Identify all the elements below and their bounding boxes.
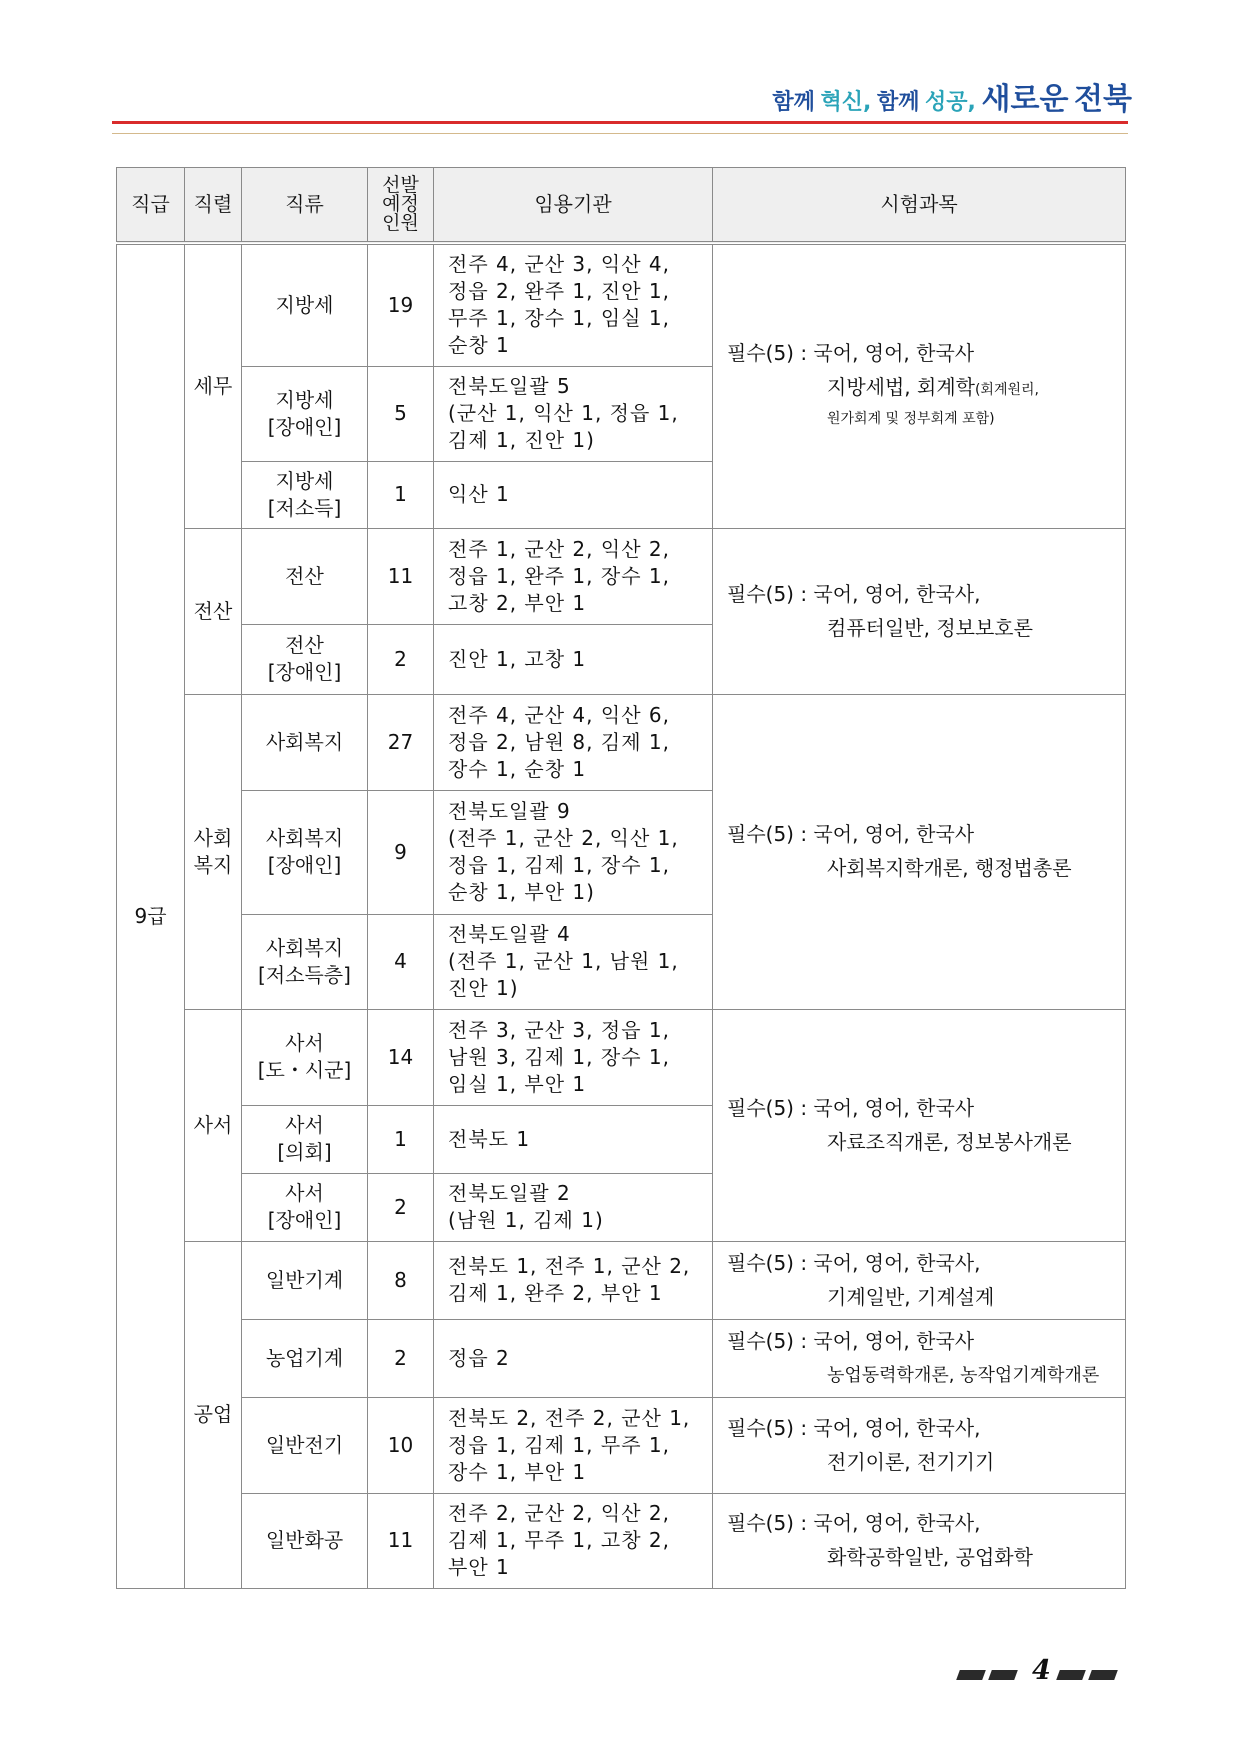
subjects-line-1: 필수(5) : 국어, 영어, 한국사, bbox=[727, 1511, 981, 1535]
agency-cell: 전북도 2, 전주 2, 군산 1, 정읍 1, 김제 1, 무주 1, 장수 1, 부안 1 bbox=[434, 1397, 713, 1493]
slogan-part-6: 전북 bbox=[1074, 82, 1132, 117]
table-row bbox=[117, 694, 1126, 790]
category-cell: 전산 bbox=[242, 528, 368, 624]
table-row bbox=[117, 1319, 1126, 1397]
agency-cell: 전북도일괄 5 (군산 1, 익산 1, 정읍 1, 김제 1, 진안 1) bbox=[434, 366, 713, 461]
page-deco-bar bbox=[956, 1670, 986, 1680]
agency-cell: 정읍 2 bbox=[434, 1319, 713, 1397]
category-cell: 일반화공 bbox=[242, 1493, 368, 1588]
quota-cell: 2 bbox=[368, 624, 434, 694]
slogan-part-4: 성공, bbox=[925, 90, 976, 115]
agency-cell: 전북도일괄 9 (전주 1, 군산 2, 익산 1, 정읍 1, 김제 1, 장수 1, 순창 1, 부안 1) bbox=[434, 790, 713, 914]
subjects-line-2: 자료조직개론, 정보봉사개론 bbox=[827, 1129, 1072, 1154]
table-row bbox=[117, 528, 1126, 624]
quota-cell: 1 bbox=[368, 1105, 434, 1173]
header-subjects: 시험과목 bbox=[713, 168, 1126, 244]
subjects-line-1: 필수(5) : 국어, 영어, 한국사 bbox=[727, 1095, 975, 1120]
subjects-cell bbox=[713, 1241, 1126, 1319]
agency-cell: 진안 1, 고창 1 bbox=[434, 624, 713, 694]
agency-cell: 전주 1, 군산 2, 익산 2, 정읍 1, 완주 1, 장수 1, 고창 2, 부안 1 bbox=[434, 528, 713, 624]
quota-cell: 5 bbox=[368, 366, 434, 461]
subjects-line-1: 필수(5) : 국어, 영어, 한국사 bbox=[727, 822, 975, 846]
category-cell: 사회복지 [저소득층] bbox=[242, 914, 368, 1009]
quota-cell: 14 bbox=[368, 1009, 434, 1105]
agency-cell: 전북도 1, 전주 1, 군산 2, 김제 1, 완주 2, 부안 1 bbox=[434, 1241, 713, 1319]
subjects-cell bbox=[713, 1493, 1126, 1588]
header-series: 직렬 bbox=[185, 168, 242, 244]
subjects-line-2-note: (회계원리, bbox=[974, 381, 1039, 398]
subjects-line-2: 컴퓨터일반, 정보보호론 bbox=[827, 615, 1033, 640]
subjects-line-1: 필수(5) : 국어, 영어, 한국사, bbox=[727, 1250, 981, 1275]
quota-cell: 1 bbox=[368, 461, 434, 528]
subjects-line-2: 기계일반, 기계설계 bbox=[827, 1284, 995, 1309]
quota-cell: 19 bbox=[368, 243, 434, 366]
quota-cell: 8 bbox=[368, 1241, 434, 1319]
category-cell: 사서 [도・시군] bbox=[242, 1009, 368, 1105]
series-cell-industry: 공업 bbox=[185, 1241, 242, 1588]
page-deco-bar bbox=[1088, 1670, 1118, 1680]
page-number-text: 4 bbox=[1032, 1655, 1051, 1686]
subjects-line-3: 원가회계 및 정부회계 포함) bbox=[827, 410, 995, 427]
quota-cell: 10 bbox=[368, 1397, 434, 1493]
series-cell-welfare: 사회 복지 bbox=[185, 694, 242, 1009]
header-tan-rule bbox=[112, 133, 1128, 134]
category-cell: 일반기계 bbox=[242, 1241, 368, 1319]
quota-cell: 2 bbox=[368, 1173, 434, 1241]
header-grade: 직급 bbox=[117, 168, 185, 244]
category-cell: 사서 [장애인] bbox=[242, 1173, 368, 1241]
agency-cell: 전주 4, 군산 3, 익산 4, 정읍 2, 완주 1, 진안 1, 무주 1, 장수 1, 임실 1, 순창 1 bbox=[434, 243, 713, 366]
category-cell: 지방세 [저소득] bbox=[242, 461, 368, 528]
subjects-line-1: 필수(5) : 국어, 영어, 한국사, bbox=[727, 1415, 981, 1440]
series-cell-semu: 세무 bbox=[185, 243, 242, 528]
header-quota: 선발 예정 인원 bbox=[368, 168, 434, 244]
quota-cell: 11 bbox=[368, 528, 434, 624]
table-row bbox=[117, 1009, 1126, 1105]
subjects-cell bbox=[713, 1319, 1126, 1397]
subjects-line-1: 필수(5) : 국어, 영어, 한국사 bbox=[727, 340, 975, 365]
table-row bbox=[117, 1397, 1126, 1493]
slogan-part-1: 함께 bbox=[772, 90, 815, 115]
subjects-cell-jeonsan bbox=[713, 528, 1126, 694]
category-cell: 지방세 bbox=[242, 243, 368, 366]
grade-cell: 9급 bbox=[117, 243, 185, 1588]
category-cell: 사회복지 bbox=[242, 694, 368, 790]
category-cell: 전산 [장애인] bbox=[242, 624, 368, 694]
agency-cell: 전북도일괄 2 (남원 1, 김제 1) bbox=[434, 1173, 713, 1241]
category-cell: 사서 [의회] bbox=[242, 1105, 368, 1173]
category-cell: 농업기계 bbox=[242, 1319, 368, 1397]
subjects-cell bbox=[713, 1397, 1126, 1493]
subjects-line-2: 화학공학일반, 공업화학 bbox=[827, 1545, 1033, 1569]
agency-cell: 전북도일괄 4 (전주 1, 군산 1, 남원 1, 진안 1) bbox=[434, 914, 713, 1009]
quota-cell: 2 bbox=[368, 1319, 434, 1397]
table-row bbox=[117, 1493, 1126, 1588]
subjects-cell-librarian bbox=[713, 1009, 1126, 1241]
table-row bbox=[117, 1241, 1126, 1319]
recruitment-table bbox=[116, 167, 1126, 1589]
quota-cell: 27 bbox=[368, 694, 434, 790]
agency-cell: 전북도 1 bbox=[434, 1105, 713, 1173]
page-deco-bar bbox=[988, 1670, 1018, 1680]
subjects-line-2: 전기이론, 전기기기 bbox=[827, 1449, 995, 1474]
header-slogan bbox=[772, 74, 1132, 118]
subjects-line-2-main: 지방세법, 회계학 bbox=[827, 374, 975, 399]
subjects-line-2: 사회복지학개론, 행정법총론 bbox=[827, 856, 1072, 880]
slogan-part-3: 함께 bbox=[876, 90, 920, 115]
subjects-line-2 bbox=[727, 374, 1125, 404]
subjects-line-1: 필수(5) : 국어, 영어, 한국사 bbox=[727, 1328, 975, 1353]
quota-cell: 11 bbox=[368, 1493, 434, 1588]
agency-cell: 전주 2, 군산 2, 익산 2, 김제 1, 무주 1, 고창 2, 부안 1 bbox=[434, 1493, 713, 1588]
page-deco-bar bbox=[1056, 1670, 1086, 1680]
table-row bbox=[117, 243, 1126, 366]
subjects-line-1: 필수(5) : 국어, 영어, 한국사, bbox=[727, 581, 981, 606]
quota-cell: 4 bbox=[368, 914, 434, 1009]
header-red-rule bbox=[112, 121, 1128, 124]
slogan-part-5: 새로운 bbox=[981, 82, 1069, 117]
slogan-part-2: 혁신, bbox=[820, 90, 872, 115]
header-category: 직류 bbox=[242, 168, 368, 244]
subjects-line-2: 농업동력학개론, 농작업기계학개론 bbox=[827, 1364, 1100, 1386]
table-header-row bbox=[117, 168, 1126, 244]
header-agency: 임용기관 bbox=[434, 168, 713, 244]
agency-cell: 전주 3, 군산 3, 정읍 1, 남원 3, 김제 1, 장수 1, 임실 1, 부안 1 bbox=[434, 1009, 713, 1105]
subjects-cell-welfare bbox=[713, 694, 1126, 1009]
category-cell: 사회복지 [장애인] bbox=[242, 790, 368, 914]
agency-cell: 전주 4, 군산 4, 익산 6, 정읍 2, 남원 8, 김제 1, 장수 1, 순창 1 bbox=[434, 694, 713, 790]
series-cell-jeonsan: 전산 bbox=[185, 528, 242, 694]
category-cell: 지방세 [장애인] bbox=[242, 366, 368, 461]
series-cell-librarian: 사서 bbox=[185, 1009, 242, 1241]
agency-cell: 익산 1 bbox=[434, 461, 713, 528]
subjects-cell-semu bbox=[713, 243, 1126, 528]
quota-cell: 9 bbox=[368, 790, 434, 914]
category-cell: 일반전기 bbox=[242, 1397, 368, 1493]
